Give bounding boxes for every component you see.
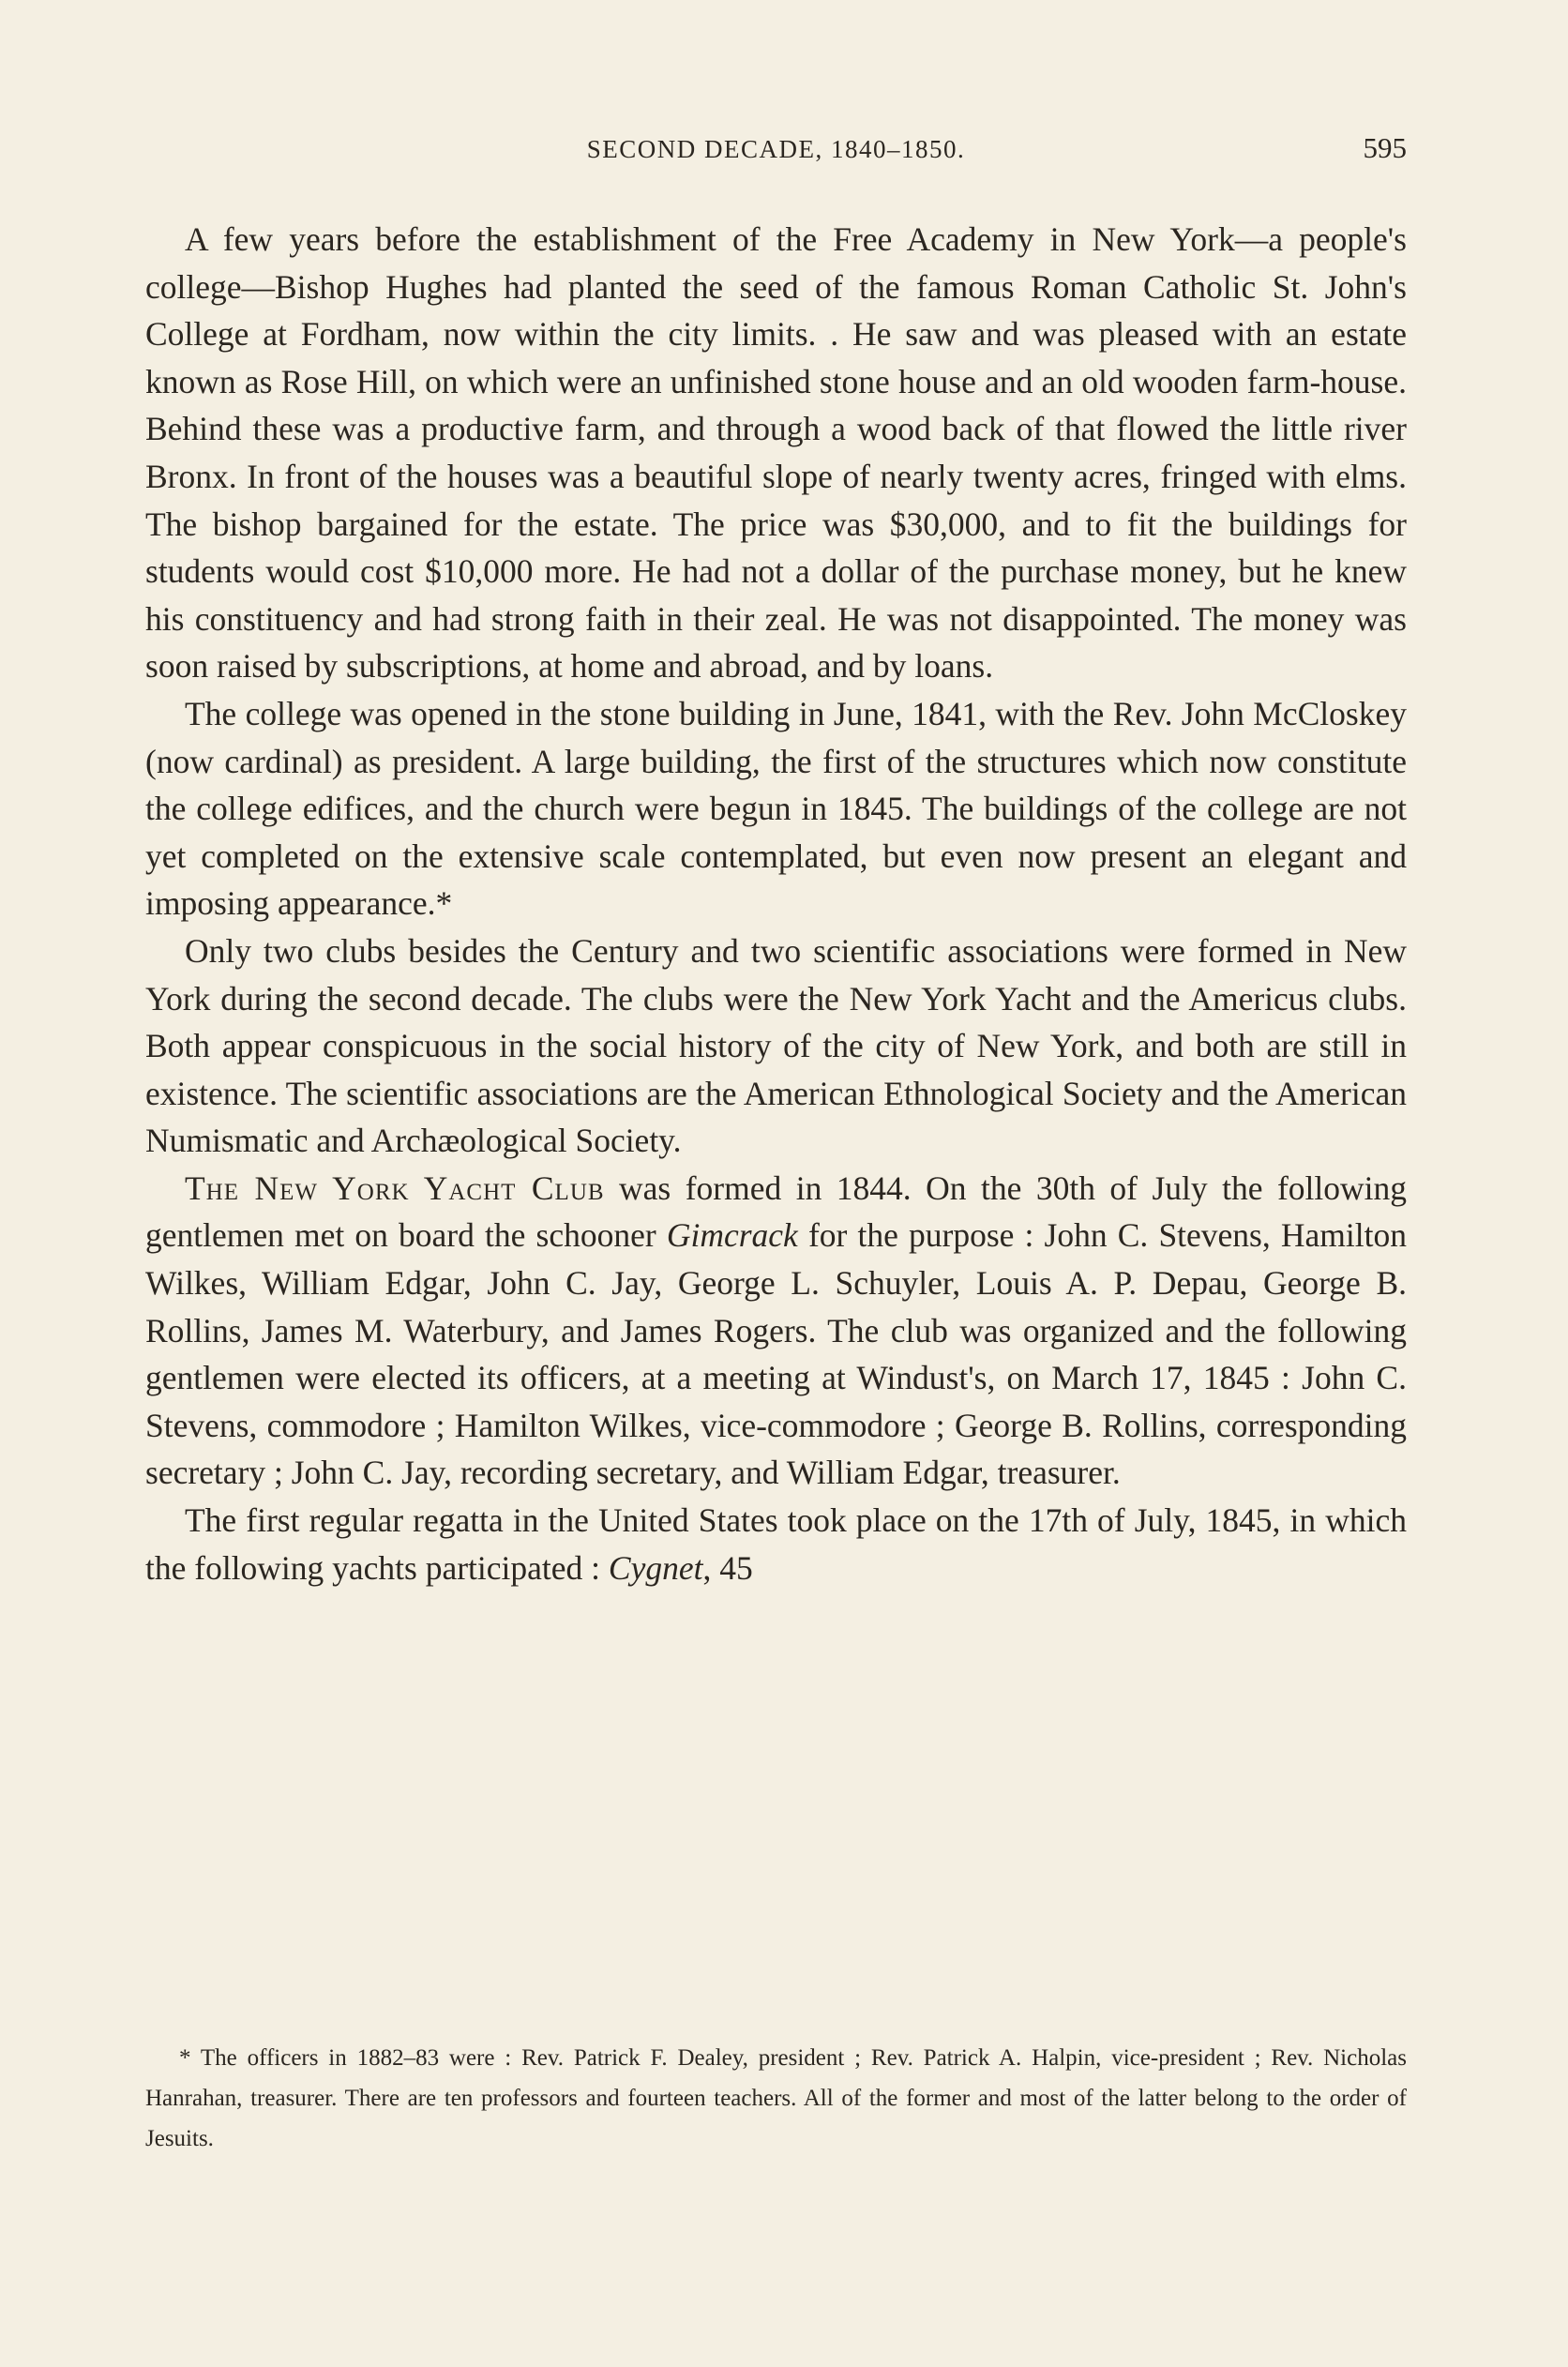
yacht-club-heading: The New York Yacht Club [185, 1168, 605, 1207]
paragraph-college-opening: The college was opened in the stone building in June, 1841, with the Rev. John McCloskey (now cardinal) as president. A large building, the first of the structures which now constitute the college edifices, and the church were begun in 1845. The buildings of the college are not yet completed on the extensive scale contemplated, but even now present an elegant and imposing appearance.* [145, 694, 1407, 923]
yacht-text-before: was formed in 1844. On the 30th of July the following gentlemen met on board the schooner [145, 1168, 1408, 1255]
footnote: * The officers in 1882–83 were : Rev. Patrick F. Dealey, president ; Rev. Patrick A. Halpin, vice-president ; Rev. Nicholas Hanrahan, treasurer. There are ten professors and fourteen teachers. All of the former and most of the latter belong to the order of Jesuits. [145, 2045, 1407, 2151]
regatta-trailing: , 45 [702, 1548, 753, 1587]
running-head: SECOND DECADE, 1840–1850. [586, 135, 966, 163]
paragraph-yacht-club [145, 1165, 1407, 1497]
regatta-text: The first regular regatta in the United States took place on the 17th of July, 1845, in which the following yachts participated : [145, 1501, 1407, 1587]
schooner-name: Gimcrack [666, 1216, 798, 1255]
yacht-name: Cygnet [608, 1548, 703, 1587]
page-header [145, 129, 1407, 167]
paragraph-regatta [145, 1497, 1407, 1591]
paragraph-fordham: A few years before the establishment of the Free Academy in New York—a people's college—Bishop Hughes had planted the seed of the famous Roman Catholic St. John's College at Fordham, now within the city limits. . He saw and was pleased with an estate known as Rose Hill, on which were an unfinished stone house and an old wooden farm-house. Behind these was a productive farm, and through a wood back of that flowed the little river Bronx. In front of the houses was a beautiful slope of nearly twenty acres, fringed with elms. The bishop bargained for the estate. The price was $30,000, and to fit the buildings for students would cost $10,000 more. He had not a dollar of the purchase money, but he knew his constituency and had strong faith in their zeal. He was not disappointed. The money was soon raised by subscriptions, at home and abroad, and by loans. [145, 220, 1407, 686]
page-number: 595 [1363, 131, 1407, 164]
paragraph-clubs: Only two clubs besides the Century and two scientific associations were formed in New York during the second decade. The clubs were the New York Yacht and the Americus clubs. Both appear conspicuous in the social history of the city of New York, and both are still in existence. The scientific associations are the American Ethnological Society and the American Numismatic and Archæological Society. [145, 931, 1407, 1160]
yacht-text-after: for the purpose : John C. Stevens, Hamilton Wilkes, William Edgar, John C. Jay, George L. Schuyler, Louis A. P. Depau, George B. Rollins, James M. Waterbury, and James Rogers. The club was organized and the following gentlemen were elected its officers, at a meeting at Windust's, on March 17, 1845 : John C. Stevens, commodore ; Hamilton Wilkes, vice-commodore ; George B. Rollins, corresponding secretary ; John C. Jay, recording secretary, and William Edgar, treasurer. [145, 1216, 1407, 1492]
body-text [145, 216, 1407, 1591]
